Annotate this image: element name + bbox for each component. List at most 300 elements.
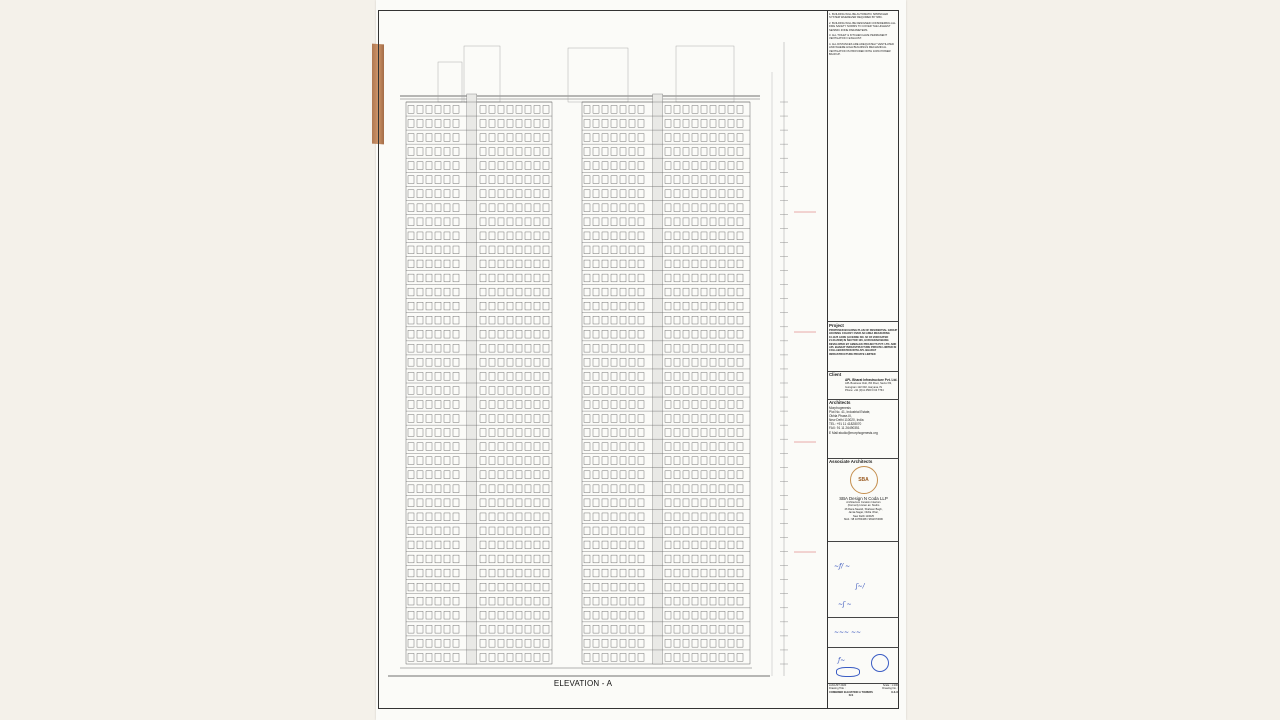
window — [453, 541, 459, 549]
window — [498, 358, 504, 366]
window — [584, 415, 590, 423]
window — [620, 204, 626, 212]
window — [710, 653, 716, 661]
window — [710, 120, 716, 128]
window — [408, 288, 414, 296]
window — [593, 513, 599, 521]
window — [498, 415, 504, 423]
window — [516, 120, 522, 128]
window — [435, 513, 441, 521]
window — [728, 204, 734, 212]
window — [534, 176, 540, 184]
window — [516, 372, 522, 380]
window — [701, 611, 707, 619]
window — [489, 232, 495, 240]
window — [408, 415, 414, 423]
window — [489, 358, 495, 366]
window — [543, 457, 549, 465]
window — [525, 120, 531, 128]
window — [602, 232, 608, 240]
window — [638, 611, 644, 619]
window — [620, 639, 626, 647]
window — [584, 541, 590, 549]
window — [710, 401, 716, 409]
drawing-number: X-X-X — [891, 690, 898, 694]
window — [602, 330, 608, 338]
window — [701, 162, 707, 170]
window — [489, 316, 495, 324]
window — [426, 471, 432, 479]
window — [719, 387, 725, 395]
window — [444, 288, 450, 296]
window — [543, 274, 549, 282]
window — [453, 218, 459, 226]
divider — [828, 647, 899, 648]
window — [611, 541, 617, 549]
window — [426, 639, 432, 647]
window — [453, 260, 459, 268]
window — [498, 344, 504, 352]
window — [683, 639, 689, 647]
window — [516, 358, 522, 366]
window — [674, 653, 680, 661]
window — [737, 344, 743, 352]
window — [525, 148, 531, 156]
window — [444, 120, 450, 128]
window — [728, 176, 734, 184]
window — [543, 316, 549, 324]
window — [692, 316, 698, 324]
window — [507, 218, 513, 226]
window — [584, 443, 590, 451]
window — [435, 541, 441, 549]
window — [408, 541, 414, 549]
window — [728, 106, 734, 114]
project-heading: Project — [829, 323, 844, 328]
window — [638, 204, 644, 212]
window — [435, 387, 441, 395]
window — [602, 344, 608, 352]
window — [593, 148, 599, 156]
window — [665, 120, 671, 128]
window — [665, 429, 671, 437]
window — [665, 527, 671, 535]
window — [683, 134, 689, 142]
window — [435, 162, 441, 170]
window — [543, 569, 549, 577]
window — [444, 415, 450, 423]
window — [593, 134, 599, 142]
window — [620, 190, 626, 198]
window — [584, 569, 590, 577]
window — [426, 583, 432, 591]
window — [408, 358, 414, 366]
window — [480, 401, 486, 409]
window — [692, 106, 698, 114]
window — [543, 134, 549, 142]
window — [629, 162, 635, 170]
window — [692, 513, 698, 521]
window — [507, 148, 513, 156]
window — [480, 611, 486, 619]
window — [728, 415, 734, 423]
window — [692, 555, 698, 563]
window — [701, 625, 707, 633]
window — [665, 583, 671, 591]
window — [638, 218, 644, 226]
window — [728, 639, 734, 647]
window — [534, 415, 540, 423]
window — [620, 288, 626, 296]
window — [516, 330, 522, 338]
window — [692, 541, 698, 549]
window — [620, 387, 626, 395]
window — [543, 330, 549, 338]
window — [453, 358, 459, 366]
window — [408, 611, 414, 619]
window — [426, 176, 432, 184]
window — [525, 471, 531, 479]
window — [710, 569, 716, 577]
window — [701, 316, 707, 324]
window — [498, 176, 504, 184]
window — [507, 597, 513, 605]
window — [620, 344, 626, 352]
window — [593, 625, 599, 633]
window — [498, 372, 504, 380]
note-1: 1. BUILDING WILL BE AUTOMATIC SPRINKLER SYSTEM WHEREVER REQUIRED BY NBC. — [829, 13, 889, 20]
window — [584, 401, 590, 409]
window — [444, 134, 450, 142]
window — [507, 330, 513, 338]
window — [665, 471, 671, 479]
window — [489, 401, 495, 409]
window — [507, 401, 513, 409]
window — [611, 457, 617, 465]
window — [408, 190, 414, 198]
window — [516, 485, 522, 493]
signature: ~~~ ~~ — [834, 629, 862, 636]
window — [701, 232, 707, 240]
window — [426, 653, 432, 661]
window — [665, 358, 671, 366]
window — [426, 485, 432, 493]
window — [408, 625, 414, 633]
window — [417, 134, 423, 142]
window — [417, 485, 423, 493]
window — [638, 499, 644, 507]
window — [435, 148, 441, 156]
window — [674, 120, 680, 128]
window — [719, 274, 725, 282]
window — [701, 471, 707, 479]
window — [728, 162, 734, 170]
window — [602, 639, 608, 647]
window — [737, 274, 743, 282]
window — [498, 429, 504, 437]
window — [674, 457, 680, 465]
window — [534, 457, 540, 465]
window — [629, 120, 635, 128]
window — [435, 218, 441, 226]
window — [620, 246, 626, 254]
window — [453, 401, 459, 409]
window — [444, 274, 450, 282]
window — [638, 443, 644, 451]
window — [629, 597, 635, 605]
window — [620, 134, 626, 142]
window — [602, 527, 608, 535]
window — [701, 190, 707, 198]
window — [683, 148, 689, 156]
window — [453, 120, 459, 128]
window — [674, 485, 680, 493]
window — [584, 176, 590, 184]
window — [507, 372, 513, 380]
window — [701, 302, 707, 310]
window — [683, 569, 689, 577]
window — [710, 625, 716, 633]
note-3: 3. ALL TOILET & KITCHEN HAVE PERMANENT VENTILATION / EXHAUST. — [829, 34, 888, 41]
window — [638, 569, 644, 577]
window — [525, 358, 531, 366]
window — [638, 625, 644, 633]
window — [498, 302, 504, 310]
window — [453, 653, 459, 661]
window — [480, 134, 486, 142]
window — [737, 555, 743, 563]
window — [453, 555, 459, 563]
window — [584, 499, 590, 507]
window — [701, 148, 707, 156]
window — [638, 653, 644, 661]
window — [543, 653, 549, 661]
window — [498, 457, 504, 465]
window — [444, 176, 450, 184]
window — [629, 218, 635, 226]
window — [489, 485, 495, 493]
window — [665, 204, 671, 212]
window — [444, 513, 450, 521]
window — [692, 190, 698, 198]
window — [701, 218, 707, 226]
window — [543, 344, 549, 352]
window — [593, 288, 599, 296]
window — [417, 415, 423, 423]
window — [728, 541, 734, 549]
window — [516, 457, 522, 465]
window — [728, 316, 734, 324]
window — [638, 162, 644, 170]
window — [417, 190, 423, 198]
window — [611, 316, 617, 324]
window — [543, 387, 549, 395]
window — [674, 176, 680, 184]
window — [507, 358, 513, 366]
window — [584, 513, 590, 521]
window — [737, 288, 743, 296]
window — [602, 288, 608, 296]
window — [498, 218, 504, 226]
window — [507, 611, 513, 619]
window — [489, 429, 495, 437]
window — [674, 134, 680, 142]
window — [611, 597, 617, 605]
window — [737, 415, 743, 423]
window — [453, 274, 459, 282]
window — [665, 443, 671, 451]
window — [525, 274, 531, 282]
window — [525, 330, 531, 338]
window — [444, 302, 450, 310]
window — [444, 457, 450, 465]
window — [453, 176, 459, 184]
window — [611, 176, 617, 184]
client-line-1: APL Business Club, 8th Floor, Sector 82, — [845, 382, 892, 386]
window — [611, 344, 617, 352]
architects-line-7: E Mail:studio@morphogenesis.org — [829, 430, 878, 435]
window — [480, 260, 486, 268]
window — [674, 344, 680, 352]
window — [602, 457, 608, 465]
window — [417, 302, 423, 310]
window — [593, 555, 599, 563]
window — [426, 190, 432, 198]
window — [489, 148, 495, 156]
window — [534, 611, 540, 619]
window — [525, 246, 531, 254]
window — [629, 471, 635, 479]
client-heading: Client — [829, 372, 842, 377]
window — [602, 204, 608, 212]
window — [534, 330, 540, 338]
machine-room — [676, 46, 734, 102]
window — [507, 190, 513, 198]
window — [543, 415, 549, 423]
window — [453, 457, 459, 465]
window — [665, 260, 671, 268]
window — [629, 232, 635, 240]
window — [692, 260, 698, 268]
window — [507, 134, 513, 142]
drawing-title-label: Drawing Title : — [829, 687, 846, 691]
window — [498, 625, 504, 633]
window — [489, 302, 495, 310]
window — [638, 274, 644, 282]
window — [728, 288, 734, 296]
window — [426, 288, 432, 296]
window — [692, 344, 698, 352]
window — [665, 415, 671, 423]
window — [710, 232, 716, 240]
window — [489, 611, 495, 619]
window — [480, 387, 486, 395]
window — [683, 499, 689, 507]
window — [444, 653, 450, 661]
window — [516, 569, 522, 577]
window — [638, 597, 644, 605]
window — [692, 597, 698, 605]
window — [489, 190, 495, 198]
window — [629, 330, 635, 338]
window — [417, 387, 423, 395]
window — [516, 246, 522, 254]
window — [489, 415, 495, 423]
window — [417, 541, 423, 549]
window — [435, 358, 441, 366]
window — [692, 583, 698, 591]
window — [453, 499, 459, 507]
window — [453, 316, 459, 324]
note-2: 2. BUILDING WILL BE DESIGNED CONSIDERING ALL FIRE SAFETY NORMS TO COVER THE HIGHEST SEISMIC ZONE PARAMETERS. — [829, 21, 896, 32]
window — [417, 148, 423, 156]
window — [638, 246, 644, 254]
window — [435, 471, 441, 479]
architects-line-5: TEL: +91 11 41828070 — [829, 422, 862, 427]
window — [444, 611, 450, 619]
window — [692, 569, 698, 577]
window — [426, 569, 432, 577]
window — [516, 527, 522, 535]
window — [701, 555, 707, 563]
window — [584, 302, 590, 310]
window — [674, 387, 680, 395]
window — [516, 653, 522, 661]
window — [444, 555, 450, 563]
window — [584, 583, 590, 591]
window — [525, 134, 531, 142]
window — [728, 485, 734, 493]
window — [674, 288, 680, 296]
window — [710, 246, 716, 254]
window — [408, 260, 414, 268]
window — [417, 625, 423, 633]
window — [701, 176, 707, 184]
window — [498, 260, 504, 268]
window — [435, 569, 441, 577]
window — [683, 415, 689, 423]
window — [516, 302, 522, 310]
window — [674, 358, 680, 366]
window — [534, 387, 540, 395]
window — [489, 274, 495, 282]
window — [480, 499, 486, 507]
window — [453, 344, 459, 352]
window — [719, 457, 725, 465]
window — [534, 597, 540, 605]
window — [426, 387, 432, 395]
window — [525, 204, 531, 212]
window — [728, 653, 734, 661]
window — [453, 639, 459, 647]
window — [534, 204, 540, 212]
window — [489, 527, 495, 535]
machine-room — [464, 46, 500, 102]
signature: ~ƒ/ ~ — [834, 563, 851, 570]
window — [638, 541, 644, 549]
window — [480, 555, 486, 563]
window — [480, 204, 486, 212]
window — [408, 653, 414, 661]
window — [638, 527, 644, 535]
window — [453, 583, 459, 591]
window — [638, 190, 644, 198]
window — [593, 246, 599, 254]
window — [674, 106, 680, 114]
window — [719, 499, 725, 507]
window — [728, 611, 734, 619]
window — [629, 344, 635, 352]
